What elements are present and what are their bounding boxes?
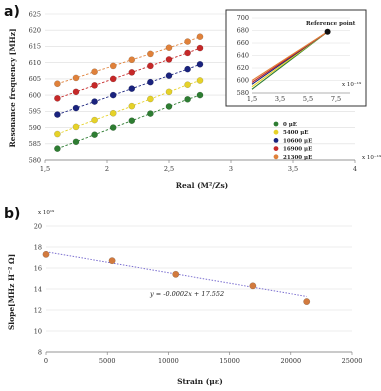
y-tick-label: 14 <box>33 285 42 294</box>
y-tick-label: 585 <box>28 140 41 149</box>
panel-b-label: b) <box>4 206 21 222</box>
data-point <box>73 139 79 145</box>
data-point <box>73 105 79 111</box>
y-tick-label: 16 <box>33 264 42 273</box>
data-point <box>110 124 116 130</box>
legend-label: 5400 μE <box>283 130 309 137</box>
data-point <box>110 110 116 116</box>
x-tick-label: 3 <box>228 165 234 173</box>
inset-x-tick-label: 1,5 <box>246 95 258 103</box>
y-tick-label: 590 <box>28 123 41 132</box>
legend-label: 10600 μE <box>283 138 313 145</box>
inset-y-tick-label: 640 <box>236 51 249 60</box>
data-point <box>185 66 191 72</box>
data-point <box>129 118 135 124</box>
data-point <box>166 73 172 79</box>
legend-marker <box>274 146 279 151</box>
data-point <box>197 92 203 98</box>
data-point <box>166 56 172 62</box>
data-point <box>147 63 153 69</box>
x-tick-label: 0 <box>43 357 49 365</box>
data-point <box>73 75 79 81</box>
legend-label: 16900 μE <box>283 146 313 153</box>
x-tick-label: 10000 <box>158 357 179 365</box>
data-point <box>129 86 135 92</box>
data-point <box>54 111 60 117</box>
slope-chart <box>7 209 362 386</box>
x-tick-label: 20000 <box>280 357 302 365</box>
x-tick-label: 4 <box>352 165 358 173</box>
data-point <box>185 38 191 44</box>
data-point <box>166 45 172 51</box>
trendline-equation: y = -0.0002x + 17.552 <box>150 290 225 298</box>
x-tick-label: 2,5 <box>163 165 175 173</box>
inset-y-tick-label: 620 <box>236 64 249 73</box>
data-point <box>197 34 203 40</box>
legend-marker <box>274 122 279 127</box>
inset-y-tick-label: 660 <box>236 39 249 48</box>
data-point <box>92 69 98 75</box>
inset-x-tick-label: 5,5 <box>302 95 314 103</box>
inset-y-tick-label: 680 <box>236 26 249 35</box>
x-tick-label: 15000 <box>219 357 240 365</box>
y-tick-label: 8 <box>37 348 42 357</box>
x-tick-label: 2 <box>104 165 110 173</box>
data-point <box>54 81 60 87</box>
panel-a-label: a) <box>4 4 20 20</box>
data-point <box>166 103 172 109</box>
data-point <box>92 82 98 88</box>
legend-label: 21300 μE <box>283 154 313 161</box>
data-point <box>109 257 115 263</box>
inset-x-tick-label: 7,5 <box>330 95 342 103</box>
data-point <box>304 298 310 304</box>
x-tick-label: 5000 <box>98 357 116 365</box>
y-tick-label: 615 <box>28 42 41 51</box>
data-point <box>110 92 116 98</box>
y-tick-label: 605 <box>28 75 41 84</box>
data-point <box>185 82 191 88</box>
data-point <box>92 99 98 105</box>
data-point <box>129 69 135 75</box>
inset-y-tick-label: 700 <box>236 14 249 23</box>
inset-chart <box>226 10 366 106</box>
y-tick-label: 12 <box>33 306 42 315</box>
legend-label: 0 μE <box>283 122 297 128</box>
legend-marker <box>274 138 279 143</box>
y-tick-label: 620 <box>28 26 41 35</box>
data-point <box>197 77 203 83</box>
y-tick-label: 580 <box>28 156 41 165</box>
legend-marker <box>274 154 279 159</box>
data-point <box>147 79 153 85</box>
y-tick-label: 625 <box>28 10 41 19</box>
inset-x-tick-label: 3,5 <box>274 95 286 103</box>
data-point <box>147 51 153 57</box>
data-point <box>73 89 79 95</box>
data-point <box>147 96 153 102</box>
y-tick-label: 20 <box>33 222 42 231</box>
data-point <box>73 124 79 130</box>
data-point <box>147 111 153 117</box>
y-tick-label: 610 <box>28 58 41 67</box>
reference-point-annotation: Reference point <box>306 21 356 27</box>
y-axis-label-a: Resonance frequency [MHz] <box>8 28 17 148</box>
y-tick-label: 18 <box>33 243 42 252</box>
data-point <box>129 103 135 109</box>
data-point <box>129 57 135 63</box>
reference-point-marker <box>325 29 331 35</box>
inset-y-tick-label: 600 <box>236 76 249 85</box>
data-point <box>92 117 98 123</box>
x-axis-label-b: Strain (με) <box>177 377 223 386</box>
inset-y-tick-label: 580 <box>236 89 249 98</box>
data-point <box>92 132 98 138</box>
y-tick-label: 10 <box>33 327 42 336</box>
x-exponent-inset: x 10⁻¹⁹ <box>342 82 362 88</box>
data-point <box>54 131 60 137</box>
data-point <box>43 251 49 257</box>
data-point <box>54 146 60 152</box>
data-point <box>110 63 116 69</box>
legend-marker <box>274 130 279 135</box>
data-point <box>185 50 191 56</box>
data-point <box>173 271 179 277</box>
data-point <box>110 76 116 82</box>
y-tick-label: 595 <box>28 107 41 116</box>
data-point <box>166 89 172 95</box>
data-point <box>250 283 256 289</box>
data-point <box>54 95 60 101</box>
x-axis-label-a: Real (M²/Zs) <box>175 181 229 190</box>
x-tick-label: 25000 <box>341 357 363 365</box>
y-axis-label-b: Slope[MHz H⁻² Ω] <box>7 253 16 331</box>
data-point <box>185 96 191 102</box>
x-tick-label: 3,5 <box>287 165 299 173</box>
data-point <box>197 45 203 51</box>
y-tick-label: 600 <box>28 91 41 100</box>
data-point <box>197 61 203 67</box>
y-exponent-b: x 10¹⁹ <box>38 210 55 216</box>
x-exponent-a: x 10⁻¹⁹ <box>362 155 381 161</box>
x-tick-label: 1,5 <box>39 165 51 173</box>
